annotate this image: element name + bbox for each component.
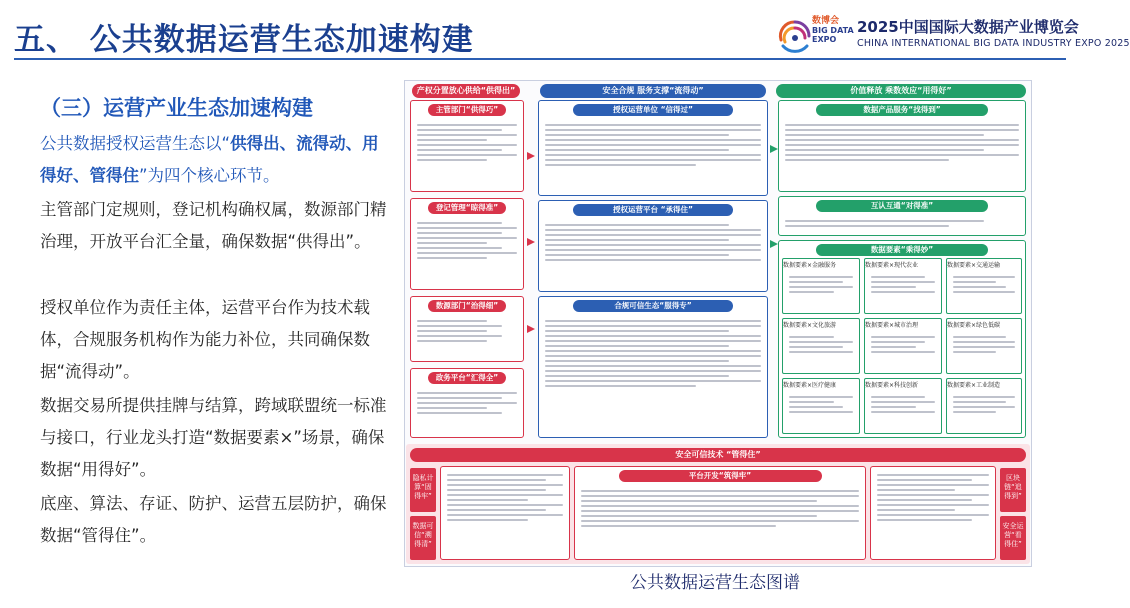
page-title: 五、 公共数据运营生态加速构建: [14, 22, 474, 58]
panel-title: 合规可信生态“服得专”: [573, 300, 733, 312]
panel-title: 互认互通“对得准”: [816, 200, 988, 212]
panel-title: 主管部门“供得巧”: [428, 104, 506, 116]
mini-box-city-governance: 数据要素×城市治理: [864, 318, 942, 374]
p1-highlight: 供得出、流得动、用得好、管得住: [40, 134, 379, 185]
panel-authorized-operator: [538, 100, 768, 196]
mini-box-green: 数据要素×绿色低碳: [946, 318, 1022, 374]
panel-data-source-dept: [410, 296, 524, 362]
panel-blockchain-vendors: [870, 466, 996, 560]
panel-title: 政务平台“汇得全”: [428, 372, 506, 384]
logo-text: 数博会 BIG DATA EXPO: [812, 16, 854, 44]
side-tag-blockchain: 区块链“追得到”: [1000, 468, 1026, 512]
mini-box-tech-innovation: 数据要素×科技创新: [864, 378, 942, 434]
mini-box-culture-tourism: 数据要素×文化旅游: [782, 318, 860, 374]
mini-box-manufacturing: 数据要素×工业制造: [946, 378, 1022, 434]
panel-title: 授权运营平台 “承得住”: [573, 204, 733, 216]
panel-gov-platform: [410, 368, 524, 438]
arrow-right-icon: [527, 325, 535, 333]
side-tag-privacy: 隐私计算“固得牢”: [410, 468, 436, 512]
mini-box-agriculture: 数据要素×现代农业: [864, 258, 942, 314]
panel-competent-dept: [410, 100, 524, 192]
paragraph-core-links: [40, 128, 392, 192]
expo-name-en: CHINA INTERNATIONAL BIG DATA INDUSTRY EXPO 2025: [857, 38, 1130, 49]
title-divider: [14, 58, 1066, 60]
column-head-use: 价值释放 乘数效应“用得好”: [776, 84, 1026, 98]
arrow-right-icon: [770, 240, 778, 248]
side-tag-security-ops: 安全运营“看得住”: [1000, 516, 1026, 560]
p1-lead: 公共数据授权运营生态以“: [40, 134, 231, 153]
security-band-head: 安全可信技术 “管得住”: [410, 448, 1026, 462]
panel-title: 登记管理“晾得准”: [428, 202, 506, 214]
mini-box-transport: 数据要素×交通运输: [946, 258, 1022, 314]
panel-title: 数源部门“治得细”: [428, 300, 506, 312]
paragraph-supply: 主管部门定规则，登记机构确权属，数源部门精治理，开放平台汇全量，确保数据“供得出”。: [40, 200, 387, 251]
paragraph-use: 数据交易所提供挂牌与结算，跨域联盟统一标准与接口，行业龙头打造“数据要素×”场景，确保数据“用得好”。: [40, 396, 387, 479]
column-head-supply: 产权分置放心供给“供得出”: [412, 84, 520, 98]
side-tag-trust: 数据可信“溯得清”: [410, 516, 436, 560]
arrow-right-icon: [527, 152, 535, 160]
mini-box-finance: 数据要素×金融服务: [782, 258, 860, 314]
diagram-caption: 公共数据运营生态图谱: [630, 573, 800, 593]
panel-privacy-vendors: [440, 466, 570, 560]
expo-name-cn: 2025中国国际大数据产业博览会: [857, 18, 1079, 36]
panel-title: 数据要素“乘得妙”: [816, 244, 988, 256]
panel-interoperability: [778, 196, 1026, 236]
big-data-expo-logo-icon: [773, 12, 817, 56]
paragraph-manage: 底座、算法、存证、防护、运营五层防护，确保数据“管得住”。: [40, 494, 387, 545]
panel-title: 数据产品服务“找得到”: [816, 104, 988, 116]
arrow-right-icon: [770, 145, 778, 153]
panel-registration: [410, 198, 524, 290]
p1-tail: ”为四个核心环节。: [139, 166, 280, 185]
panel-compliance-ecosystem: [538, 296, 768, 438]
section-heading: （三）运营产业生态加速构建: [40, 96, 313, 120]
panel-title: 授权运营单位 “信得过”: [573, 104, 733, 116]
panel-title: 平台开发“筑得牢”: [619, 470, 822, 482]
panel-data-products: [778, 100, 1026, 192]
mini-box-healthcare: 数据要素×医疗健康: [782, 378, 860, 434]
panel-platform-dev: [574, 466, 866, 560]
arrow-right-icon: [527, 238, 535, 246]
paragraph-flow: 授权单位作为责任主体，运营平台作为技术载体，合规服务机构作为能力补位，共同确保数据“流得动”。: [40, 298, 370, 381]
panel-operation-platform: [538, 200, 768, 292]
column-head-flow: 安全合规 服务支撑“流得动”: [540, 84, 766, 98]
